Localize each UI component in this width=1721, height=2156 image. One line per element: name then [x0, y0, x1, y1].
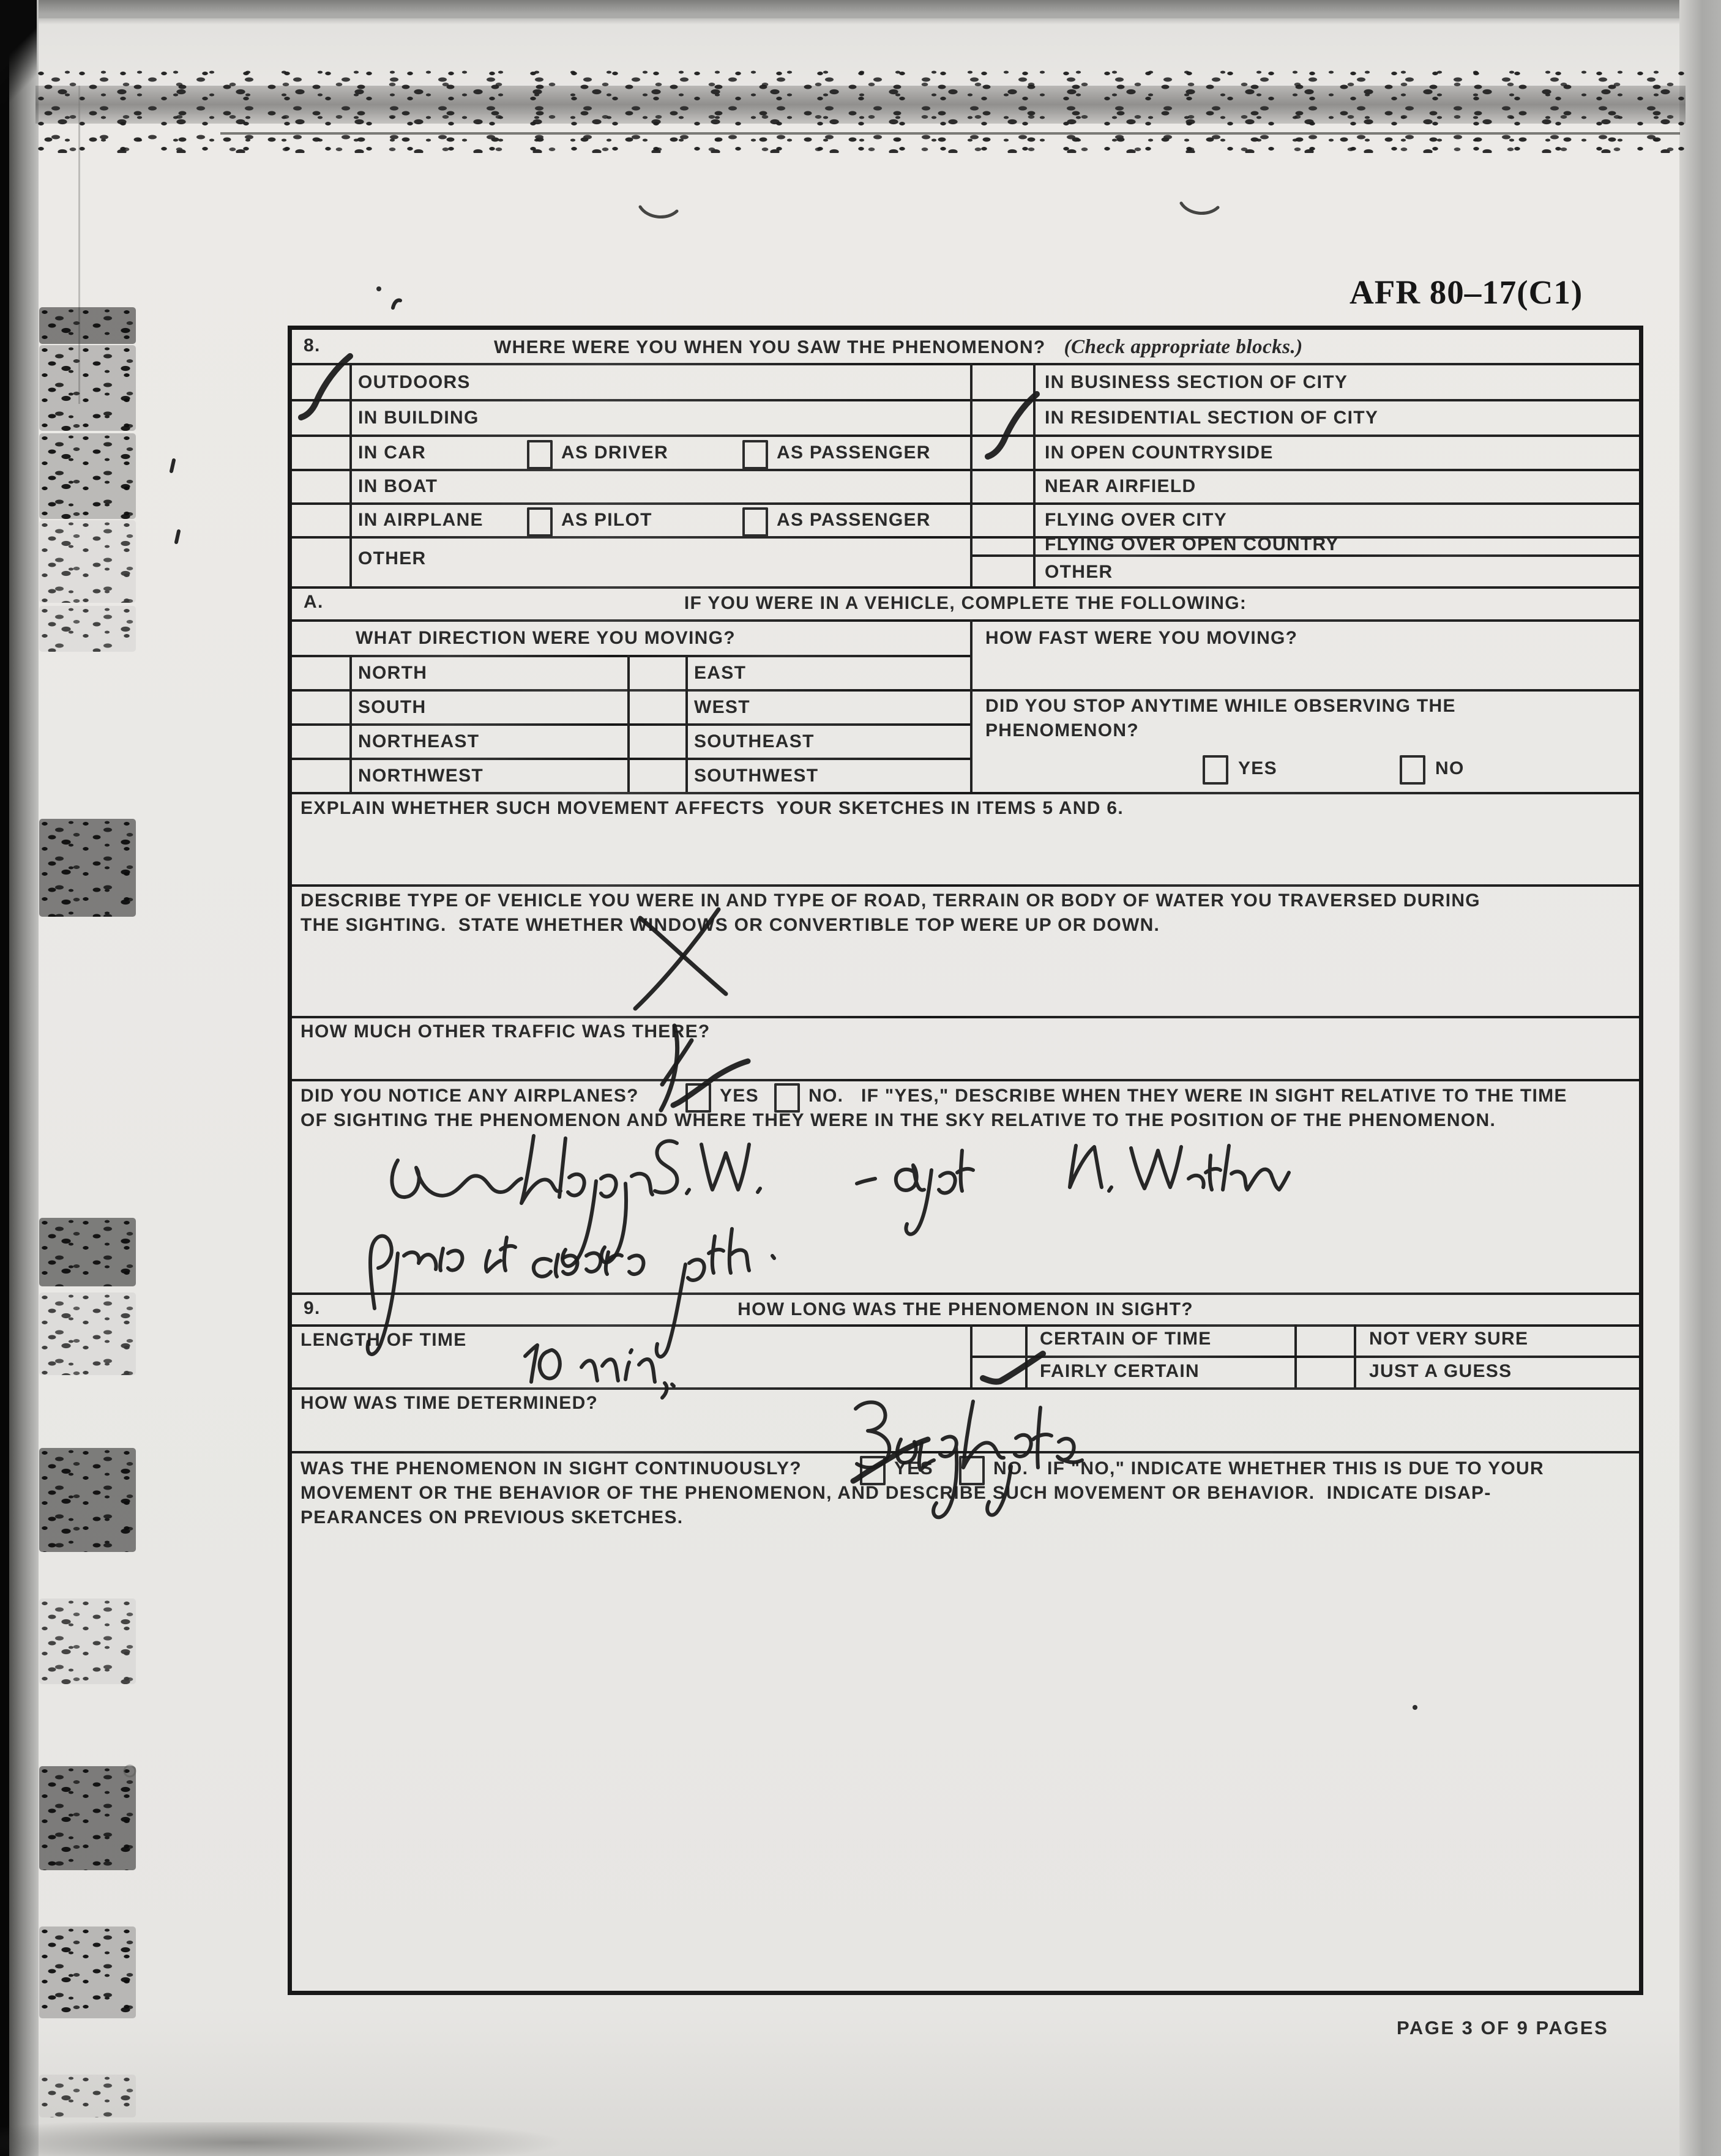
- label-as-passenger-2: AS PASSENGER: [777, 510, 931, 530]
- page-number-footer: PAGE 3 OF 9 PAGES: [1397, 2017, 1609, 2039]
- pen-check-airplanes-yes: [673, 1061, 748, 1105]
- option-in-car: IN CAR: [358, 442, 427, 463]
- direction-question: WHAT DIRECTION WERE YOU MOVING?: [356, 628, 736, 648]
- section9-title: HOW LONG WAS THE PHENOMENON IN SIGHT?: [737, 1299, 1193, 1319]
- airplanes-question: DID YOU NOTICE ANY AIRPLANES?: [301, 1086, 639, 1106]
- section8-title-text: WHERE WERE YOU WHEN YOU SAW THE PHENOMENON?: [494, 337, 1046, 357]
- continuous-rest-line2: MOVEMENT OR THE BEHAVIOR OF THE PHENOMENON, AND DESCRIBE SUCH MOVEMENT OR BEHAVIOR. INDICATE DISAP-: [301, 1483, 1491, 1503]
- airplanes-rest-line2: OF SIGHTING THE PHENOMENON AND WHERE THEY WERE IN THE SKY RELATIVE TO THE POSITION OF THE PHENOMENON.: [301, 1110, 1496, 1130]
- pen-check-outdoors: [301, 356, 350, 417]
- section8-title-note: (Check appropriate blocks.): [1064, 336, 1303, 358]
- certainty-not-very-sure: NOT VERY SURE: [1369, 1329, 1529, 1349]
- regulation-number: AFR 80–17(C1): [1350, 274, 1583, 311]
- dir-northeast: NORTHEAST: [358, 731, 480, 752]
- label-as-passenger: AS PASSENGER: [777, 442, 931, 463]
- handwriting-airplanes-line2: [368, 1229, 774, 1357]
- certainty-certain-of-time: CERTAIN OF TIME: [1040, 1329, 1212, 1349]
- option-in-boat: IN BOAT: [358, 476, 438, 496]
- length-of-time-label: LENGTH OF TIME: [301, 1330, 467, 1350]
- label-stop-yes: YES: [1238, 758, 1277, 778]
- dir-east: EAST: [694, 663, 747, 683]
- label-as-pilot: AS PILOT: [561, 510, 652, 530]
- label-stop-no: NO: [1435, 758, 1465, 778]
- option-business-section: IN BUSINESS SECTION OF CITY: [1045, 372, 1348, 392]
- dir-north: NORTH: [358, 663, 428, 683]
- handwriting-length-of-time: [525, 1345, 674, 1398]
- handwriting-airplanes-line1: [392, 1136, 1289, 1266]
- label-airplanes-no: NO.: [808, 1086, 844, 1106]
- traffic-prompt: HOW MUCH OTHER TRAFFIC WAS THERE?: [301, 1021, 711, 1042]
- label-airplanes-yes: YES: [720, 1086, 759, 1106]
- pen-x-vehicle: [635, 909, 726, 1009]
- scan-arc-marks: [640, 203, 1218, 217]
- dir-south: SOUTH: [358, 697, 427, 717]
- option-outdoors: OUTDOORS: [358, 372, 471, 392]
- continuous-rest-line3: PEARANCES ON PREVIOUS SKETCHES.: [301, 1507, 684, 1527]
- option-flying-over-city: FLYING OVER CITY: [1045, 510, 1228, 530]
- continuous-question: WAS THE PHENOMENON IN SIGHT CONTINUOUSLY?: [301, 1458, 802, 1479]
- vehicle-prompt-line2: THE SIGHTING. STATE WHETHER WINDOWS OR CONVERTIBLE TOP WERE UP OR DOWN.: [301, 915, 1160, 935]
- sectionA-number: A.: [304, 592, 324, 612]
- speed-question: HOW FAST WERE YOU MOVING?: [985, 628, 1298, 648]
- option-other-right: OTHER: [1045, 562, 1113, 582]
- pen-check-residential: [988, 394, 1037, 457]
- airplanes-rest-line1: IF "YES," DESCRIBE WHEN THEY WERE IN SIGHT RELATIVE TO THE TIME: [861, 1086, 1567, 1106]
- dir-west: WEST: [694, 697, 750, 717]
- option-open-countryside: IN OPEN COUNTRYSIDE: [1045, 442, 1274, 463]
- label-as-driver: AS DRIVER: [561, 442, 669, 463]
- option-residential-section: IN RESIDENTIAL SECTION OF CITY: [1045, 408, 1379, 428]
- option-near-airfield: NEAR AIRFIELD: [1045, 476, 1196, 496]
- stray-marks: [124, 286, 1417, 1777]
- label-continuous-no: NO.: [993, 1458, 1029, 1479]
- option-other-left: OTHER: [358, 548, 427, 569]
- section9-number: 9.: [304, 1298, 321, 1318]
- dir-southeast: SOUTHEAST: [694, 731, 815, 752]
- certainty-just-a-guess: JUST A GUESS: [1369, 1361, 1512, 1381]
- sectionA-title: IF YOU WERE IN A VEHICLE, COMPLETE THE FOLLOWING:: [684, 593, 1247, 613]
- option-in-building: IN BUILDING: [358, 408, 479, 428]
- stop-question-line1: DID YOU STOP ANYTIME WHILE OBSERVING THE: [985, 696, 1456, 716]
- label-continuous-yes: YES: [894, 1458, 933, 1479]
- pen-check-fairly-certain: [983, 1354, 1043, 1382]
- time-determined-label: HOW WAS TIME DETERMINED?: [301, 1393, 599, 1413]
- vehicle-prompt-line1: DESCRIBE TYPE OF VEHICLE YOU WERE IN AND TYPE OF ROAD, TERRAIN OR BODY OF WATER YOU TRAVERSED DURING: [301, 890, 1480, 911]
- option-in-airplane: IN AIRPLANE: [358, 510, 483, 530]
- stop-question-line2: PHENOMENON?: [985, 720, 1139, 740]
- option-flying-open-country: FLYING OVER OPEN COUNTRY: [1045, 534, 1339, 554]
- dir-northwest: NORTHWEST: [358, 766, 484, 786]
- continuous-rest-line1: IF "NO," INDICATE WHETHER THIS IS DUE TO YOUR: [1047, 1458, 1544, 1479]
- explain-prompt: EXPLAIN WHETHER SUCH MOVEMENT AFFECTS YOUR SKETCHES IN ITEMS 5 AND 6.: [301, 798, 1124, 818]
- section8-number: 8.: [304, 335, 321, 356]
- dir-southwest: SOUTHWEST: [694, 766, 819, 786]
- certainty-fairly-certain: FAIRLY CERTAIN: [1040, 1361, 1200, 1381]
